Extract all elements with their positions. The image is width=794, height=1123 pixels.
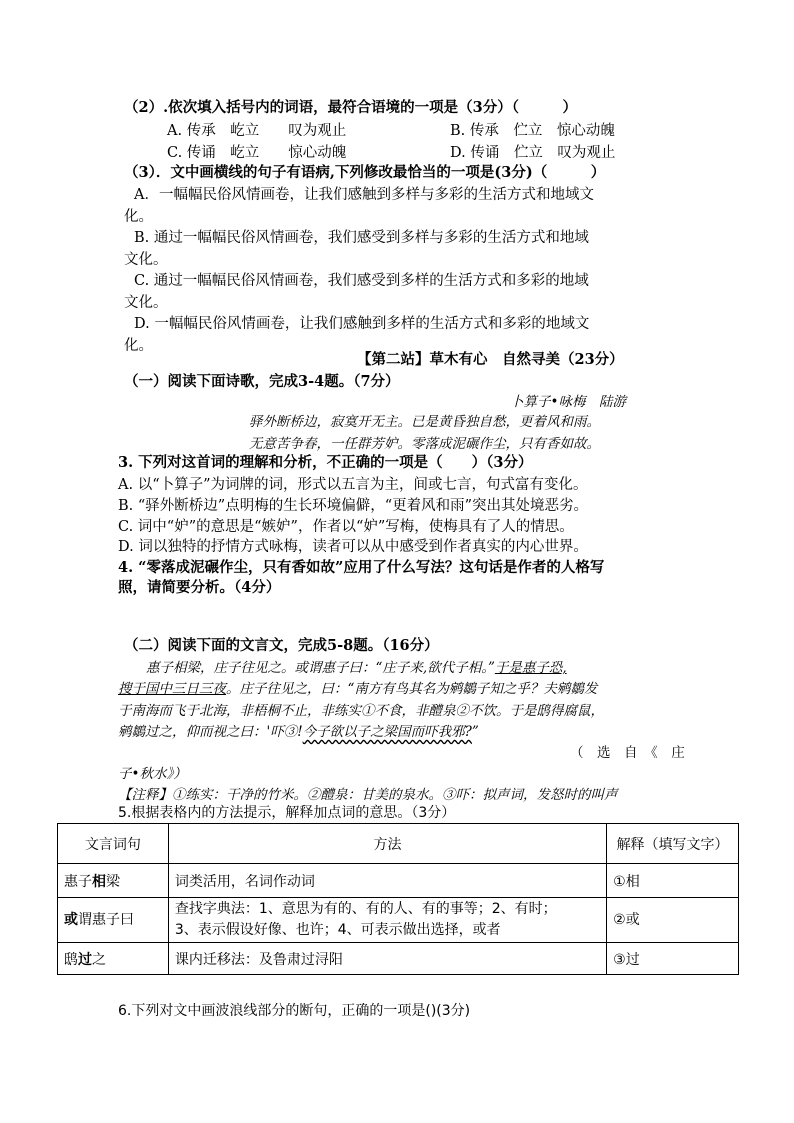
poem-q3-option-b: B. “驿外断桥边”点明梅的生长环境偏僻，“更着风和雨”突出其处境恶劣。 — [118, 498, 589, 514]
part1-heading: （一）阅读下面诗歌，完成3-4题。（7分） — [124, 373, 400, 390]
table-cell-phrase: 或谓惠子曰 — [58, 898, 169, 943]
passage-line-2 — [118, 677, 597, 697]
wavy-underlined-sentence: 今子欲以子之梁国而吓我邪? — [302, 724, 472, 740]
q3-option-b-line2: 文化。 — [124, 252, 168, 268]
station-heading: 【第二站】草木有心 自然寻美（23分） — [357, 351, 624, 368]
table-cell-method: 词类活用，名词作动词 — [168, 864, 606, 898]
dotted-keyword: 或 — [64, 911, 78, 928]
part2-heading: （二）阅读下面的文言文，完成5-8题。（16分） — [124, 637, 439, 654]
underlined-sentence: 于是惠子恐, — [494, 660, 567, 676]
q2-option-d: D. 传诵 伫立 叹为观止 — [450, 145, 616, 161]
source-line-1: （ 选 自 《 庄 — [570, 745, 685, 761]
table-cell-method: 课内迁移法：及鲁肃过浔阳 — [168, 943, 606, 975]
underlined-sentence-cont: 搜于国中三日三夜 — [118, 681, 226, 697]
dotted-keyword: 相 — [92, 873, 106, 890]
table-row — [58, 898, 739, 943]
table-header: 方法 — [168, 824, 606, 864]
table-row — [58, 864, 739, 898]
dotted-keyword: 过 — [78, 951, 92, 968]
q3-stem: （3）．文中画横线的句子有语病,下列修改最恰当的一项是(3分)（ ） — [124, 164, 606, 181]
poem-line-1: 驿外断桥边，寂寞开无主。已是黄昏独自愁，更着风和雨。 — [249, 414, 600, 430]
q4-line-2: 照，请简要分析。（4分） — [118, 579, 281, 596]
passage-line-3: 于南海而飞于北海，非梧桐不止，非练实①不食，非醴泉②不饮。于是鸱得腐鼠， — [118, 703, 604, 719]
poem-q3-option-d: D. 词以独特的抒情方式咏梅，读者可以从中感受到作者真实的内心世界。 — [118, 539, 588, 555]
q6-stem: 6.下列对文中画波浪线部分的断句，正确的一项是()(3分) — [118, 1003, 471, 1019]
q3-option-c-line2: 文化。 — [124, 295, 168, 311]
q5-stem: 5.根据表格内的方法提示，解释加点词的意思。（3分） — [118, 805, 456, 821]
table-header-row — [58, 824, 739, 864]
table-cell-method: 查找字典法：1、意思为有的、有的人、有的事等；2、有时； 3、表示假设好像、也许；4、可表示做出选择，或者 — [168, 898, 606, 943]
q2-option-a: A. 传承 屹立 叹为观止 — [167, 123, 347, 139]
poem-q3-option-c: C. 词中“妒”的意思是“嫉妒”，作者以“妒”写梅，使梅具有了人的情思。 — [118, 519, 574, 535]
passage-text: 惠子相梁，庄子往见之。或谓惠子曰：“庄子来,欲代子相。” — [146, 660, 495, 676]
table-header: 文言词句 — [58, 824, 169, 864]
poem-q3-option-a: A. 以“卜算子”为词牌的词，形式以五言为主，间或七言，句式富有变化。 — [118, 477, 588, 493]
q3-option-b-line1: B. 通过一幅幅民俗风情画卷，我们感受到多样与多彩的生活方式和地域 — [134, 230, 589, 246]
table-row — [58, 943, 739, 975]
answer-cell[interactable]: ③过 — [607, 943, 739, 975]
q3-option-a-line2: 化。 — [124, 209, 153, 225]
answer-cell[interactable]: ①相 — [607, 864, 739, 898]
annotation-note: 【注释】①练实：干净的竹米。②醴泉：甘美的泉水。③吓：拟声词，发怒时的叫声 — [118, 787, 618, 803]
q3-option-d-line1: D. 一幅幅民俗风情画卷，让我们感触到多样的生活方式和多彩的地域文 — [134, 316, 590, 332]
poem-q3-stem: 3. 下列对这首词的理解和分析，不正确的一项是（ ）（3分） — [118, 454, 533, 471]
poem-title: 卜算子•咏梅 陆游 — [510, 394, 626, 410]
table-header: 解释（填写文字） — [607, 824, 739, 864]
passage-text: 鹓鶵过之，仰而视之曰：'吓③! — [118, 724, 303, 740]
table-cell-phrase: 鸱过之 — [58, 943, 169, 975]
q2-option-b: B. 传承 伫立 惊心动魄 — [450, 123, 615, 139]
answer-cell[interactable]: ②或 — [607, 898, 739, 943]
source-line-2: 子•秋水》） — [118, 766, 187, 782]
passage-text: 。庄子往见之，曰：“南方有鸟其名为鹓鶵子知之乎？夫鹓鶵发 — [226, 681, 598, 697]
passage-line-4 — [118, 720, 479, 740]
passage-line-1 — [146, 656, 567, 676]
q3-option-a-line1: A．一幅幅民俗风情画卷，让我们感触到多样与多彩的生活方式和地域文 — [134, 187, 594, 203]
poem-line-2: 无意苦争春，一任群芳妒。零落成泥碾作尘，只有香如故。 — [249, 436, 600, 452]
q2-stem: （2）.依次填入括号内的词语，最符合语境的一项是（3分）（ ） — [124, 99, 577, 116]
q5-table — [57, 823, 739, 975]
passage-text: ” — [471, 724, 479, 740]
q3-option-d-line2: 化。 — [124, 338, 153, 354]
table-cell-phrase: 惠子相梁 — [58, 864, 169, 898]
q2-option-c: C. 传诵 屹立 惊心动魄 — [167, 145, 347, 161]
q3-option-c-line1: C. 通过一幅幅民俗风情画卷，我们感受到多样的生活方式和多彩的地域 — [134, 273, 589, 289]
q4-line-1: 4. “零落成泥碾作尘，只有香如故”应用了什么写法？这句话是作者的人格写 — [118, 559, 605, 576]
